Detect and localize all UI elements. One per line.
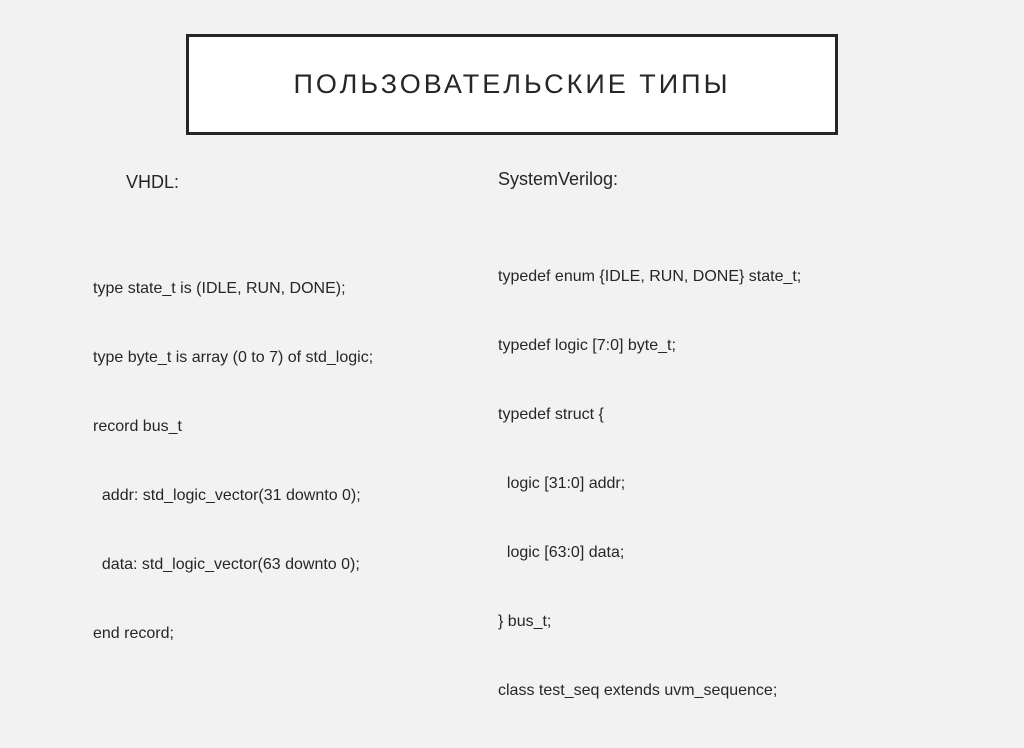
code-line: type state_t is (IDLE, RUN, DONE);	[93, 280, 346, 297]
code-line: data: std_logic_vector(63 downto 0);	[93, 556, 360, 573]
vhdl-label: VHDL:	[126, 172, 180, 192]
code-line: logic [31:0] addr;	[498, 475, 626, 492]
code-line: typedef struct {	[498, 406, 604, 423]
slide-title: ПОЛЬЗОВАТЕЛЬСКИЕ ТИПЫ	[293, 69, 731, 99]
systemverilog-label: SystemVerilog:	[498, 169, 619, 189]
code-line: } bus_t;	[498, 613, 552, 630]
code-line: record bus_t	[93, 418, 182, 435]
title-box	[186, 34, 838, 135]
code-line: class test_seq extends uvm_sequence;	[498, 682, 778, 699]
code-line: logic [63:0] data;	[498, 544, 625, 561]
code-line: typedef logic [7:0] byte_t;	[498, 337, 676, 354]
code-line: addr: std_logic_vector(31 downto 0);	[93, 487, 361, 504]
code-line: typedef enum {IDLE, RUN, DONE} state_t;	[498, 268, 802, 285]
vhdl-code-block	[93, 231, 373, 691]
code-line: end record;	[93, 625, 174, 642]
code-line: type byte_t is array (0 to 7) of std_logic;	[93, 349, 374, 366]
systemverilog-code-block	[498, 219, 801, 748]
